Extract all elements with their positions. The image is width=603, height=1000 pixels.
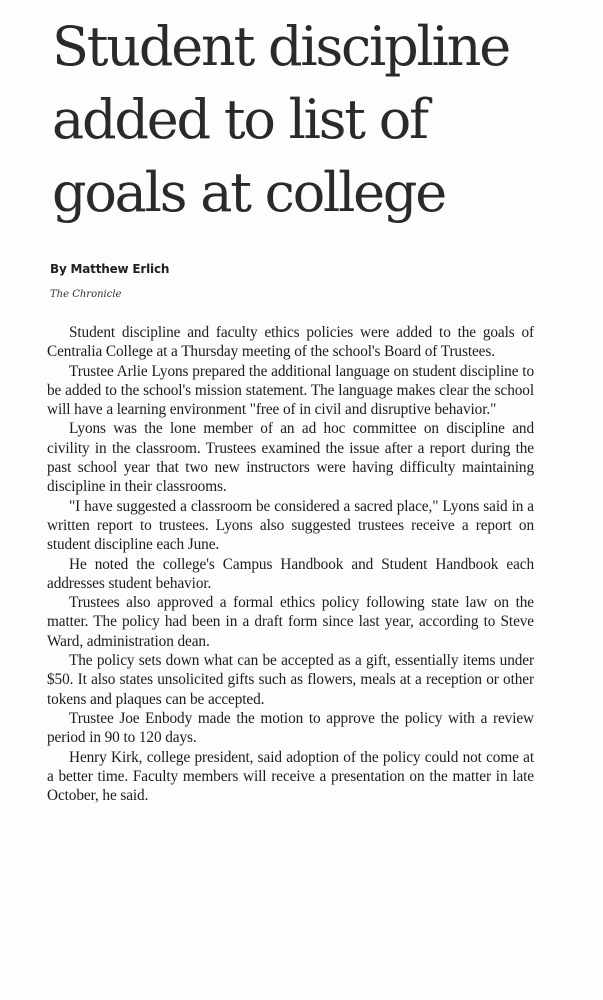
article-paragraph: He noted the college's Campus Handbook and Student Handbook each addresses student behavior.	[47, 555, 534, 592]
byline: By Matthew Erlich	[50, 262, 170, 276]
article-paragraph: Henry Kirk, college president, said adoption of the policy could not come at a better time. Faculty members will receive a presentation on the matter in late October, he said.	[47, 748, 534, 805]
publication-credit: The Chronicle	[50, 289, 122, 300]
article-paragraph: Student discipline and faculty ethics policies were added to the goals of Centralia College at a Thursday meeting of the school's Board of Trustees.	[47, 324, 534, 361]
article-paragraph: The policy sets down what can be accepted as a gift, essentially items under $50. It also states unsolicited gifts such as flowers, meals at a reception or other tokens and plaques can be accepted.	[47, 652, 534, 708]
article-paragraph: "I have suggested a classroom be considered a sacred place," Lyons said in a written report to trustees. Lyons also suggested trustees receive a report on student discipline each June.	[47, 497, 534, 554]
headline: Student discipline added to list of goals at college	[52, 15, 509, 224]
article-paragraph: Lyons was the lone member of an ad hoc committee on discipline and civility in the classroom. Trustees examined the issue after a report during the past school year that two new instructors were having difficulty maintaining discipline in their classrooms.	[47, 420, 534, 496]
article-paragraph: Trustee Arlie Lyons prepared the additional language on student discipline to be added to the school's mission statement. The language makes clear the school will have a learning environment "free of in civil and disruptive behavior."	[47, 362, 534, 419]
article-body	[47, 323, 534, 805]
article-paragraph: Trustees also approved a formal ethics policy following state law on the matter. The policy had been in a draft form since last year, according to Steve Ward, administration dean.	[47, 594, 534, 650]
article-paragraph: Trustee Joe Enbody made the motion to approve the policy with a review period in 90 to 120 days.	[47, 709, 534, 747]
